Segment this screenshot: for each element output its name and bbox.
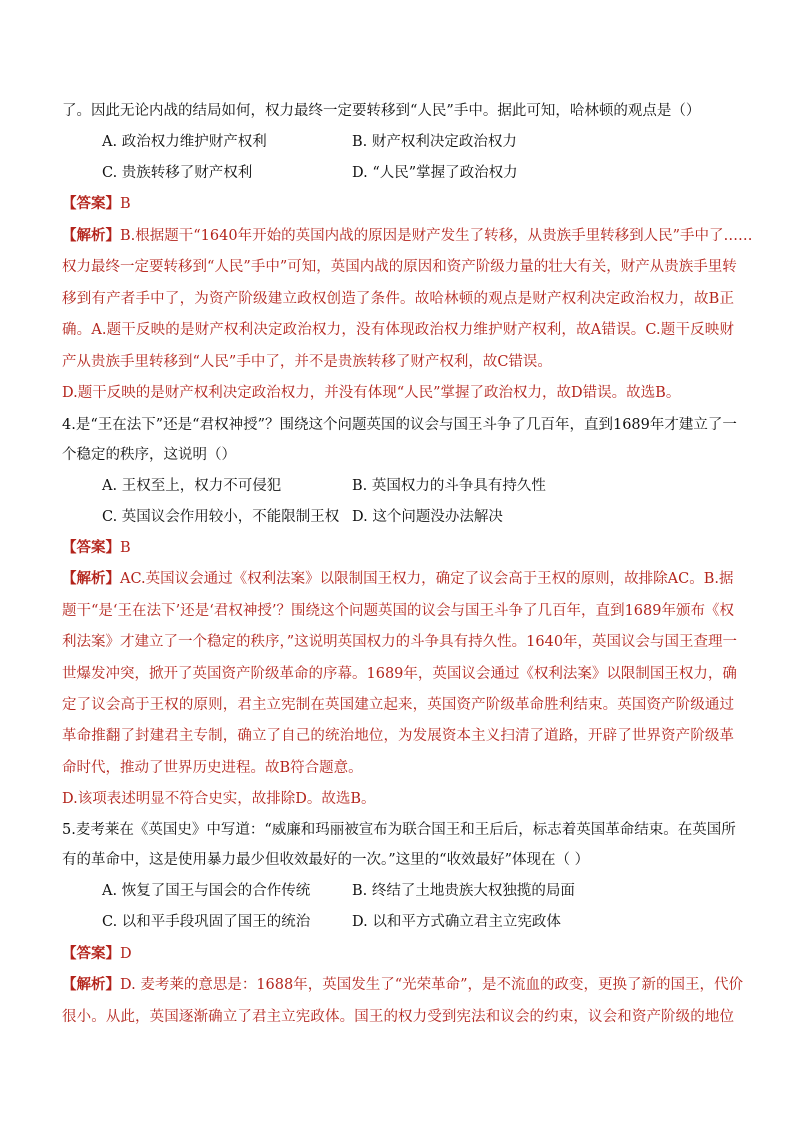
answer-value: B [120,196,131,212]
q3-option-a: A. 政治权力维护财产权利 [102,134,267,150]
q5-stem-line-2: 有的革命中，这是使用暴力最少但收效最好的一次。”这里的“收效最好”体现在（ ） [62,852,590,868]
q3-option-d: D. “人民”掌握了政治权力 [352,165,518,181]
answer-value: D [120,946,132,962]
q3-analysis-line-1: 【解析】B.根据题干“1640年开始的英国内战的原因是财产发生了转移，从贵族手里转移到人民”手中了…… [62,227,753,244]
q5-answer [62,944,734,964]
q3-analysis-line-4: 确。A.题干反映的是财产权利决定政治权力，没有体现政治权力维护财产权利，故A错误。C.题干反映财 [62,322,734,338]
analysis-tag: 【解析】 [62,227,120,244]
q4-analysis-line-8: D.该项表述明显不符合史实，故排除D。故选B。 [62,791,376,807]
q4-analysis-line-1: 【解析】AC.英国议会通过《权利法案》以限制国王权力，确定了议会高于王权的原则，故排除AC。B.据 [62,570,734,587]
q3-analysis-line-5: 产从贵族手里转移到“人民”手中了，并不是贵族转移了财产权利，故C错误。 [62,354,552,370]
q5-stem-line-1: 5.麦考莱在《英国史》中写道：“威廉和玛丽被宣布为联合国王和王后后，标志着英国革命结束。在英国所 [62,822,736,838]
answer-tag: 【答案】 [62,195,120,212]
q3-option-c: C. 贵族转移了财产权利 [102,165,253,181]
q4-stem-line-2: 个稳定的秩序，这说明（） [62,447,236,463]
q4-analysis-line-4: 世爆发冲突，掀开了英国资产阶级革命的序幕。1689年，英国议会通过《权利法案》以限制国王权力，确 [62,666,737,682]
answer-tag: 【答案】 [62,539,120,556]
analysis-tag: 【解析】 [62,570,120,587]
q4-analysis-line-5: 定了议会高于王权的原则，君主立宪制在英国建立起来，英国资产阶级革命胜利结束。英国资产阶级通过 [62,697,734,713]
q4-analysis-line-6: 革命推翻了封建君主专制，确立了自己的统治地位，为发展资本主义扫清了道路，开辟了世界资产阶级革 [62,728,734,744]
q4-analysis-line-2: 题干“是‘王在法下’还是‘君权神授’？围绕这个问题英国的议会与国王斗争了几百年，直到1689年颁布《权 [62,603,734,619]
q4-option-c: C. 英国议会作用较小，不能限制王权 [102,509,340,525]
q3-answer [62,194,734,214]
q5-analysis-line-1: 【解析】D. 麦考莱的意思是：1688年，英国发生了“光荣革命”，是不流血的政变，更换了新的国王，代价 [62,976,744,993]
q5-option-b: B. 终结了土地贵族大权独揽的局面 [352,883,575,899]
q3-analysis-line-6: D.题干反映的是财产权利决定政治权力，并没有体现“人民”掌握了政治权力，故D错误。故选B。 [62,385,681,401]
q3-analysis-line-3: 移到有产者手中了，为资产阶级建立政权创造了条件。故哈林顿的观点是财产权利决定政治权力，故B正 [62,291,734,307]
q3-stem-tail: 了。因此无论内战的结局如何，权力最终一定要转移到“人民”手中。据此可知，哈林顿的观点是（） [62,103,701,119]
q4-analysis-line-3: 利法案》才建立了一个稳定的秩序，”这说明英国权力的斗争具有持久性。1640年，英国议会与国王查理一 [62,634,738,650]
answer-value: B [120,540,131,556]
q5-option-d: D. 以和平方式确立君主立宪政体 [352,914,561,930]
analysis-tag: 【解析】 [62,976,120,993]
q3-option-b: B. 财产权利决定政治权力 [352,134,517,150]
q4-option-d: D. 这个问题没办法解决 [352,509,503,525]
q4-analysis-line-7: 命时代，推动了世界历史进程。故B符合题意。 [62,760,363,776]
q3-analysis-line-2: 权力最终一定要转移到“人民”手中”可知，英国内战的原因和资产阶级力量的壮大有关，财产从贵族手里转 [62,259,737,275]
q4-stem-line-1: 4.是“王在法下”还是“君权神授”？围绕这个问题英国的议会与国王斗争了几百年，直到1689年才建立了一 [62,417,737,433]
q4-option-b: B. 英国权力的斗争具有持久性 [352,478,546,494]
q5-option-c: C. 以和平手段巩固了国王的统治 [102,914,311,930]
q5-analysis-line-2: 很小。从此，英国逐渐确立了君主立宪政体。国王的权力受到宪法和议会的约束，议会和资产阶级的地位 [62,1009,734,1025]
q5-option-a: A. 恢复了国王与国会的合作传统 [102,883,311,899]
q4-answer [62,538,734,558]
answer-tag: 【答案】 [62,945,120,962]
q4-option-a: A. 王权至上，权力不可侵犯 [102,478,282,494]
